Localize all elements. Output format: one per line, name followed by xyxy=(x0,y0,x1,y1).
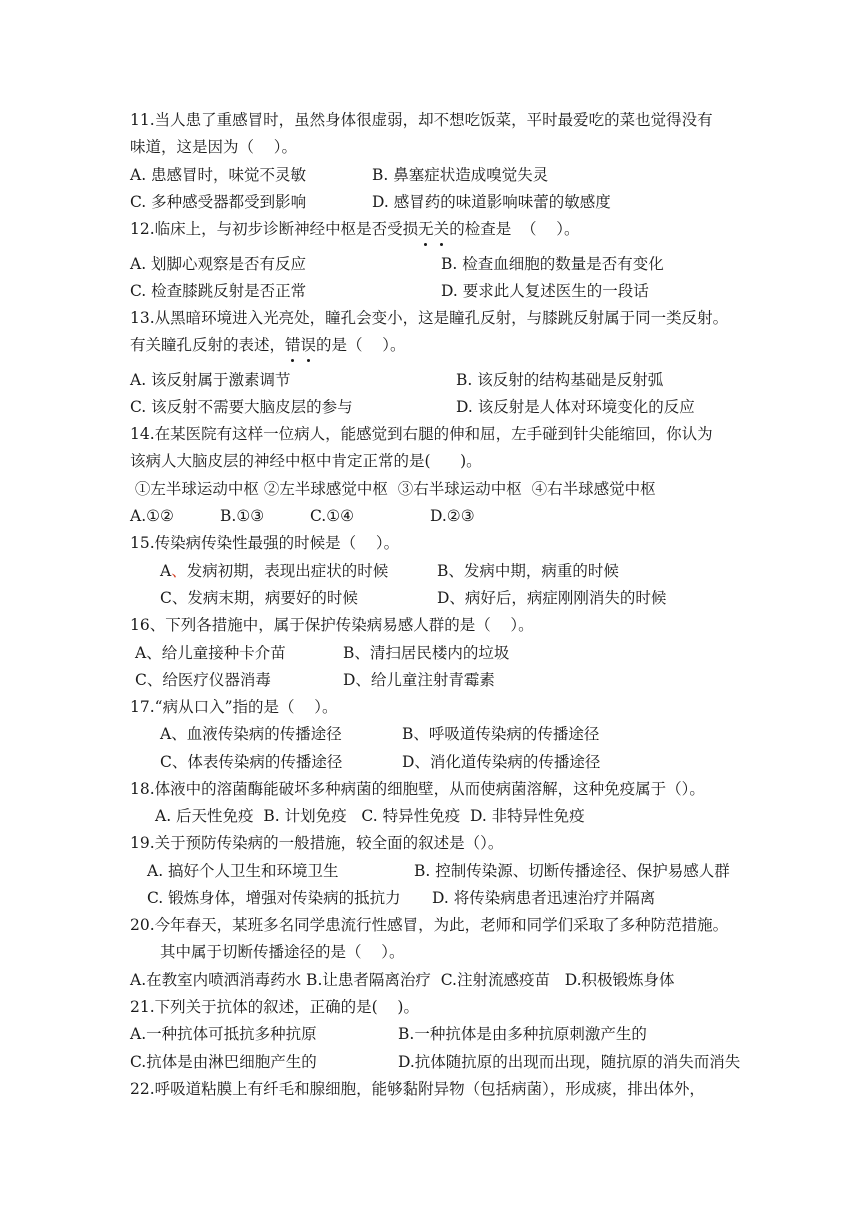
q11-stem-line1: 11.当人患了重感冒时，虽然身体很虚弱，却不想吃饭菜，平时最爱吃的菜也觉得没有 xyxy=(130,111,713,129)
q21-option-c: C.抗体是由淋巴细胞产生的 xyxy=(130,1053,317,1071)
q13-option-d: D. 该反射是人体对环境变化的反应 xyxy=(456,398,695,416)
q16-options-row2 xyxy=(135,668,825,692)
q11-options-row1 xyxy=(130,163,830,187)
q17-options-row1 xyxy=(160,722,830,746)
q11-stem-line2: 味道，这是因为（ ）。 xyxy=(130,138,297,156)
q19-options-row1 xyxy=(147,859,827,883)
q19-option-b: B. 控制传染源、切断传播途径、保护易感人群 xyxy=(414,862,730,880)
q12-stem xyxy=(130,217,580,241)
q13-option-c: C. 该反射不需要大脑皮层的参与 xyxy=(130,398,353,416)
q12-option-a: A. 划脚心观察是否有反应 xyxy=(130,255,307,273)
q13-emphasis-1: 错 xyxy=(285,333,301,357)
q12-option-b: B. 检查血细胞的数量是否有变化 xyxy=(441,255,664,273)
q13-option-a: A. 该反射属于激素调节 xyxy=(130,371,291,389)
q21-option-b: B.一种抗体是由多种抗原刺激产生的 xyxy=(398,1025,647,1043)
q19-stem: 19.关于预防传染病的一般措施，较全面的叙述是（）。 xyxy=(130,834,504,852)
q18-options: A. 后天性免疫 B. 计划免疫 C. 特异性免疫 D. 非特异性免疫 xyxy=(155,807,585,825)
q17-options-row2 xyxy=(160,750,830,774)
q11-option-a: A. 患感冒时，味觉不灵敏 xyxy=(130,166,307,184)
q14-options-row xyxy=(130,504,830,528)
q21-option-a: A.一种抗体可抵抗多种抗原 xyxy=(130,1025,317,1043)
q17-option-c: C、体表传染病的传播途径 xyxy=(160,753,343,771)
q16-option-a: A、给儿童接种卡介苗 xyxy=(135,644,286,662)
q14-items: ①左半球运动中枢 ②左半球感觉中枢 ③右半球运动中枢 ④右半球感觉中枢 xyxy=(130,480,656,498)
q17-option-b: B、呼吸道传染病的传播途径 xyxy=(402,725,600,743)
q17-option-a: A、血液传染病的传播途径 xyxy=(160,725,342,743)
q16-option-d: D、给儿童注射青霉素 xyxy=(343,671,495,689)
q15-option-a-letter: A xyxy=(160,562,172,580)
q19-option-a: A. 搞好个人卫生和环境卫生 xyxy=(147,862,339,880)
q13-options-row1 xyxy=(130,368,830,392)
q20-stem-line2: 其中属于切断传播途径的是（ ）。 xyxy=(160,943,405,961)
q13-stem-line1: 13.从黑暗环境进入光亮处，瞳孔会变小，这是瞳孔反射，与膝跳反射属于同一类反射。 xyxy=(130,309,729,327)
q11-option-b: B. 鼻塞症状造成嗅觉失灵 xyxy=(372,166,549,184)
q13-option-b: B. 该反射的结构基础是反射弧 xyxy=(456,371,664,389)
q21-stem: 21.下列关于抗体的叙述，正确的是( )。 xyxy=(130,998,419,1016)
q16-stem: 16、下列各措施中，属于保护传染病易感人群的是（ ）。 xyxy=(130,616,534,634)
q17-option-d: D、消化道传染病的传播途径 xyxy=(402,753,601,771)
q14-option-c: C.①④ xyxy=(310,507,355,525)
q12-options-row1 xyxy=(130,252,830,276)
q15-options-row2 xyxy=(160,586,830,610)
q20-options: A.在教室内喷洒消毒药水 B.让患者隔离治疗 C.注射流感疫苗 D.积极锻炼身体 xyxy=(130,971,675,989)
q12-emphasis-1: 无 xyxy=(418,217,434,241)
q18-stem: 18.体液中的溶菌酶能破坏多种病菌的细胞壁，从而使病菌溶解，这种免疫属于（）。 xyxy=(130,780,705,798)
q15-option-d: D、病好后，病症刚刚消失的时候 xyxy=(437,589,667,607)
q16-option-b: B、清扫居民楼内的垃圾 xyxy=(343,644,510,662)
q14-stem-line1: 14.在某医院有这样一位病人，能感觉到右腿的伸和屈，左手碰到针尖能缩回，你认为 xyxy=(130,425,713,443)
q13-options-row2 xyxy=(130,395,830,419)
q12-option-c: C. 检查膝跳反射是否正常 xyxy=(130,282,307,300)
q15-option-a xyxy=(160,559,388,583)
q12-emphasis-2: 关 xyxy=(434,217,450,241)
q15-option-c: C、发病末期，病要好的时候 xyxy=(160,589,358,607)
q12-option-d: D. 要求此人复述医生的一段话 xyxy=(441,282,649,300)
q15-option-b: B、发病中期，病重的时候 xyxy=(437,562,619,580)
q15-option-a-mark: 、 xyxy=(171,562,187,580)
q14-option-b: B.①③ xyxy=(220,507,265,525)
q11-options-row2 xyxy=(130,190,830,214)
q13-stem-pre: 有关瞳孔反射的表述， xyxy=(130,336,286,354)
q21-options-row1 xyxy=(130,1022,830,1046)
q11-option-c: C. 多种感受器都受到影响 xyxy=(130,193,307,211)
q19-option-c: C. 锻炼身体，增强对传染病的抵抗力 xyxy=(147,889,401,907)
q13-stem-line2 xyxy=(130,333,406,357)
q19-option-d: D. 将传染病患者迅速治疗并隔离 xyxy=(432,889,656,907)
q12-stem-pre: 12.临床上，与初步诊断神经中枢是否受损 xyxy=(130,220,419,238)
q15-option-a-text: 发病初期，表现出症状的时候 xyxy=(186,562,389,580)
q12-options-row2 xyxy=(130,279,830,303)
q20-stem-line1: 20.今年春天，某班多名同学患流行性感冒，为此，老师和同学们采取了多种防范措施。 xyxy=(130,916,729,934)
q14-stem-line2: 该病人大脑皮层的神经中枢中肯定正常的是( )。 xyxy=(130,452,482,470)
q14-option-a: A.①② xyxy=(130,507,174,525)
q17-stem: 17.“病从口入”指的是（ ）。 xyxy=(130,698,338,716)
q13-emphasis-2: 误 xyxy=(301,333,317,357)
q22-stem-line1: 22.呼吸道粘膜上有纤毛和腺细胞，能够黏附异物（包括病菌），形成痰，排出体外， xyxy=(130,1080,705,1098)
q11-option-d: D. 感冒药的味道影响味蕾的敏感度 xyxy=(372,193,611,211)
q14-option-d: D.②③ xyxy=(430,507,475,525)
q19-options-row2 xyxy=(147,886,827,910)
q12-stem-post: 的检查是 （ ）。 xyxy=(449,220,580,238)
q16-options-row1 xyxy=(135,641,825,665)
q15-stem: 15.传染病传染性最强的时候是（ ）。 xyxy=(130,534,400,552)
q21-option-d: D.抗体随抗原的出现而出现，随抗原的消失而消失 xyxy=(398,1053,741,1071)
q15-options-row1 xyxy=(160,559,830,583)
q16-option-c: C、给医疗仪器消毒 xyxy=(135,671,271,689)
q21-options-row2 xyxy=(130,1050,830,1074)
q13-stem-post: 的是（ ）。 xyxy=(316,336,406,354)
